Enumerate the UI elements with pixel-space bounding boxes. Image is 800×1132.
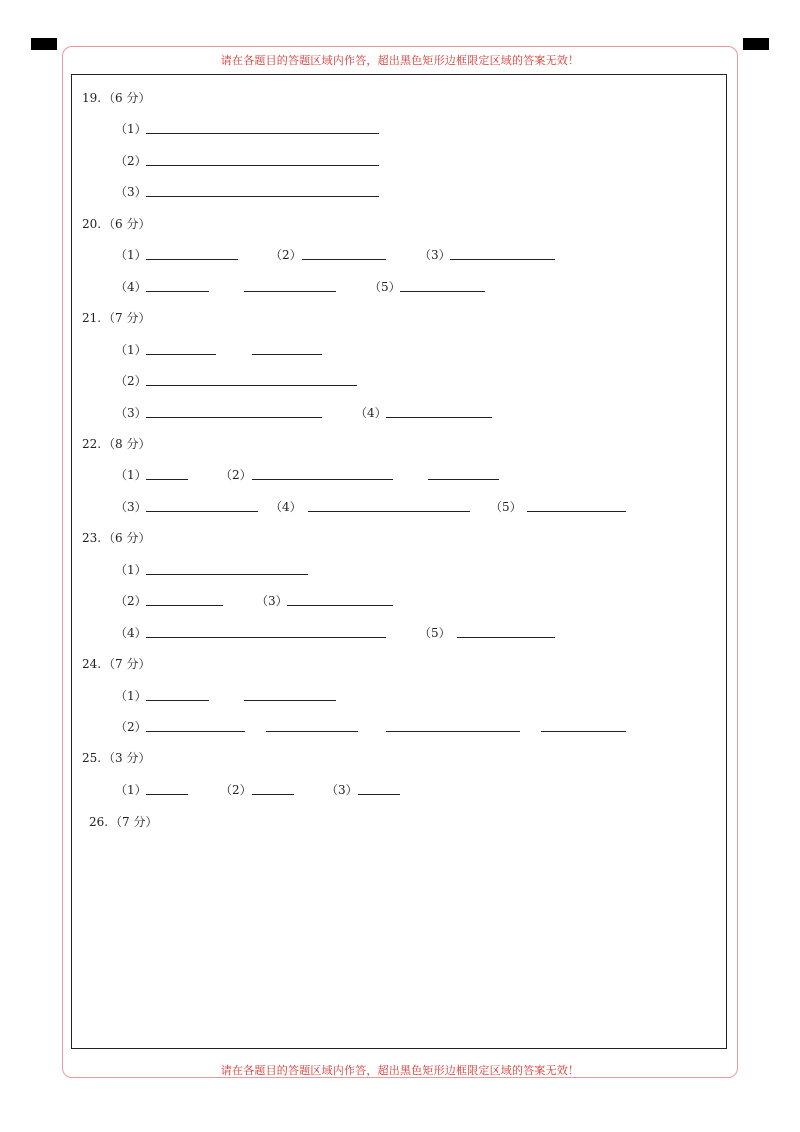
q26-points: （7 分） <box>110 815 158 829</box>
q20-part5-label: （5） <box>369 280 401 294</box>
bottom-warning <box>0 1062 800 1078</box>
q23-number: 23. <box>82 531 102 545</box>
q24-part2-label: （2） <box>115 720 147 734</box>
q19-part2-answer-line[interactable] <box>146 165 379 166</box>
q20-part3-answer-line[interactable] <box>450 259 555 260</box>
q21-part4-answer-line[interactable] <box>386 417 492 418</box>
q20-number: 20. <box>82 217 102 231</box>
q23-part1-answer-line[interactable] <box>146 574 308 575</box>
q20-part4-label: （4） <box>115 280 147 294</box>
q19-part1-answer-line[interactable] <box>146 133 379 134</box>
q25-part2-label: （2） <box>220 783 252 797</box>
q22-part1-label: （1） <box>115 468 147 482</box>
q20-part1-answer-line[interactable] <box>146 259 238 260</box>
q25-part1-answer-line[interactable] <box>146 794 188 795</box>
q22-part3-answer-line[interactable] <box>146 511 258 512</box>
q25-part3-answer-line[interactable] <box>358 794 400 795</box>
q19-points: （6 分） <box>103 91 151 105</box>
q24-part2-answer-line-d[interactable] <box>541 731 626 732</box>
q25-points: （3 分） <box>103 751 151 765</box>
q25-part3-label: （3） <box>326 783 358 797</box>
q23-part4-label: （4） <box>115 626 147 640</box>
q24-points: （7 分） <box>103 657 151 671</box>
q21-part3-answer-line[interactable] <box>146 417 322 418</box>
q23-part2-label: （2） <box>115 594 147 608</box>
q22-part2-answer-line-a[interactable] <box>252 479 393 480</box>
q19-part3-answer-line[interactable] <box>146 196 379 197</box>
q23-part5-label: （5） <box>419 626 451 640</box>
q22-part2-answer-line-b[interactable] <box>428 479 499 480</box>
q23-part2-answer-line[interactable] <box>146 605 223 606</box>
q24-part1-answer-line-a[interactable] <box>146 700 209 701</box>
q22-points: （8 分） <box>103 437 151 451</box>
q22-part5-label: （5） <box>490 500 522 514</box>
q23-part1-label: （1） <box>115 563 147 577</box>
q25-number: 25. <box>82 751 102 765</box>
q20-part5-answer-line[interactable] <box>400 291 485 292</box>
q24-part2-answer-line-b[interactable] <box>266 731 358 732</box>
q22-part2-label: （2） <box>220 468 252 482</box>
q23-part3-answer-line[interactable] <box>287 605 393 606</box>
q21-part1-answer-line-a[interactable] <box>146 354 216 355</box>
top-warning <box>0 52 800 68</box>
q24-number: 24. <box>82 657 102 671</box>
q23-part3-label: （3） <box>256 594 288 608</box>
q22-part5-answer-line[interactable] <box>527 511 626 512</box>
q21-part2-label: （2） <box>115 374 147 388</box>
q24-part1-label: （1） <box>115 689 147 703</box>
q22-part4-label: （4） <box>270 500 302 514</box>
q21-part3-label: （3） <box>115 406 147 420</box>
q25-part1-label: （1） <box>115 783 147 797</box>
q24-part2-answer-line-a[interactable] <box>146 731 245 732</box>
q23-part4-answer-line[interactable] <box>146 637 386 638</box>
q21-part2-answer-line[interactable] <box>146 385 357 386</box>
q24-part1-answer-line-b[interactable] <box>244 700 336 701</box>
alignment-marker-left <box>31 38 57 50</box>
q21-part1-label: （1） <box>115 343 147 357</box>
q20-part1-label: （1） <box>115 248 147 262</box>
alignment-marker-right <box>743 38 769 50</box>
q20-part4-answer-line-b[interactable] <box>244 291 336 292</box>
q26-answer-area[interactable] <box>80 835 716 1040</box>
q22-part1-answer-line[interactable] <box>146 479 188 480</box>
q24-part2-answer-line-c[interactable] <box>386 731 520 732</box>
q21-part1-answer-line-b[interactable] <box>252 354 322 355</box>
q19-number: 19. <box>82 91 102 105</box>
q25-part2-answer-line[interactable] <box>252 794 294 795</box>
q22-part3-label: （3） <box>115 500 147 514</box>
q21-points: （7 分） <box>103 311 151 325</box>
bottom-warning-text: 请在各题目的答题区域内作答，超出黑色矩形边框限定区域的答案无效！ <box>213 1064 587 1077</box>
q22-number: 22. <box>82 437 102 451</box>
q20-part4-answer-line-a[interactable] <box>146 291 209 292</box>
q19-part1-label: （1） <box>115 122 147 136</box>
q23-part5-answer-line[interactable] <box>457 637 555 638</box>
q21-number: 21. <box>82 311 102 325</box>
q20-points: （6 分） <box>103 217 151 231</box>
q19-part2-label: （2） <box>115 154 147 168</box>
q20-part2-answer-line[interactable] <box>302 259 386 260</box>
q21-part4-label: （4） <box>355 406 387 420</box>
top-warning-text: 请在各题目的答题区域内作答，超出黑色矩形边框限定区域的答案无效！ <box>213 54 587 67</box>
q20-part2-label: （2） <box>270 248 302 262</box>
q19-part3-label: （3） <box>115 185 147 199</box>
q26-number: 26. <box>89 815 109 829</box>
q22-part4-answer-line[interactable] <box>308 511 470 512</box>
q23-points: （6 分） <box>103 531 151 545</box>
q20-part3-label: （3） <box>419 248 451 262</box>
